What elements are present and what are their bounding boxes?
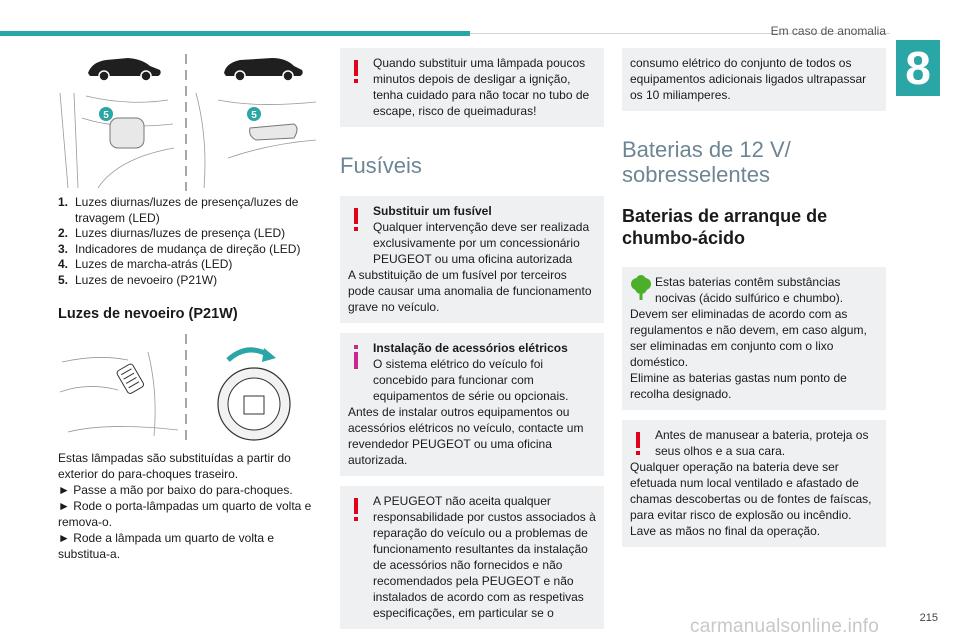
watermark: carmanualsonline.info xyxy=(690,616,880,637)
battery-warning-line-1: Antes de manusear a bateria, proteja os seus olhos e a sua cara. xyxy=(655,428,869,458)
battery-warning-line-2: Qualquer operação na bateria deve ser efetuada num local ventilado e afastado de chamas descobertas ou de fontes de faíscas, para evitar risco de explosão ou incêndio. xyxy=(630,460,872,522)
callout-5-right: 5 xyxy=(251,110,257,121)
column-2 xyxy=(340,48,604,639)
environment-line-1: Estas baterias contêm substâncias nocivas (ácido sulfúrico e chumbo). xyxy=(655,275,844,305)
info-icon xyxy=(350,343,362,371)
environment-line-2: Devem ser eliminadas de acordo com as regulamentos e não devem, em caso algum, ser eliminadas em conjunto com o lixo doméstico. xyxy=(630,307,867,369)
accessories-note xyxy=(340,333,604,476)
chapter-title: Em caso de anomalia xyxy=(770,24,886,38)
liability-note xyxy=(340,486,604,629)
liability-text: A PEUGEOT não aceita qualquer responsabilidade por custos associados à reparação do veículo ou a problemas de funcionamento resultantes da instalação de acessórios não fornecidos e não recomendados pela PEUGEOT e não instalados de acordo com as respetivas especificações, em particular se o xyxy=(373,494,596,620)
environment-line-3: Elimine as baterias gastas num ponto de recolha designado. xyxy=(630,371,847,401)
batteries-section-title: Baterias de 12 V/ sobresselentes xyxy=(622,137,791,187)
environment-note xyxy=(622,267,886,410)
battery-warning-note xyxy=(622,420,886,547)
lamp-list xyxy=(58,195,320,288)
rear-lights-illustration xyxy=(58,48,320,191)
accessories-title: Instalação de acessórios elétricos xyxy=(373,341,568,355)
fog-bulb-figure xyxy=(58,332,320,442)
fuse-replace-line-2: A substituição de um fusível por terceiros pode causar uma anomalia de funcionamento grave no veículo. xyxy=(348,268,592,314)
burn-warning-text: Quando substituir uma lâmpada poucos minutos depois de desligar a ignição, tenha cuidado para não tocar no tubo de escape, risco de queimaduras! xyxy=(373,56,590,118)
fuse-replace-title: Substituir um fusível xyxy=(373,204,492,218)
battery-warning-line-3: Lave as mãos no final da operação. xyxy=(630,524,821,538)
burn-warning-note xyxy=(340,48,604,127)
page-number: 215 xyxy=(919,612,938,624)
list-item: 1. Luzes diurnas/luzes de presença/luzes de travagem (LED) xyxy=(58,195,299,225)
warning-icon xyxy=(632,430,644,458)
column-1 xyxy=(58,48,320,562)
fuse-replace-line-1: Qualquer intervenção deve ser realizada exclusivamente por um concessionário PEUGEOT ou uma oficina autorizada xyxy=(373,220,590,266)
rear-fog-light-location-figure xyxy=(58,48,320,191)
fog-step-1: ► Passe a mão por baixo do para-choques. xyxy=(58,483,293,497)
liability-note-continued xyxy=(622,48,886,111)
fog-step-2: ► Rode o porta-lâmpadas um quarto de volta e remova-o. xyxy=(58,499,312,529)
accessories-line-2: Antes de instalar outros equipamentos ou acessórios elétricos no veículo, contacte um revendedor PEUGEOT ou uma oficina autorizada. xyxy=(348,405,584,467)
warning-icon xyxy=(350,58,362,86)
chapter-number-badge: 8 xyxy=(896,40,940,96)
fog-light-heading: Luzes de nevoeiro (P21W) xyxy=(58,306,238,322)
warning-icon xyxy=(350,206,362,234)
liability-continued-text: consumo elétrico do conjunto de todos os equipamentos adicionais ligados ultrapassar os 10 miliamperes. xyxy=(630,56,867,102)
bulb-holder-illustration xyxy=(58,332,320,442)
tree-icon xyxy=(630,275,652,301)
list-item: 2. Luzes diurnas/luzes de presença (LED) xyxy=(58,226,286,240)
accessories-line-1: O sistema elétrico do veículo foi concebido para funcionar com equipamentos de série ou opcionais. xyxy=(373,357,569,403)
warning-icon xyxy=(350,496,362,524)
list-item: 5. Luzes de nevoeiro (P21W) xyxy=(58,272,218,287)
callout-5-left: 5 xyxy=(103,110,109,121)
list-item: 4. Luzes de marcha-atrás (LED) xyxy=(58,257,233,271)
column-3 xyxy=(622,48,886,557)
lead-acid-heading: Baterias de arranque de chumbo-ácido xyxy=(622,206,828,248)
list-item: 3. Indicadores de mudança de direção (LED) xyxy=(58,241,301,256)
fog-intro-text: Estas lâmpadas são substituídas a partir do exterior do para-choques traseiro. xyxy=(58,451,291,481)
fuses-section-title: Fusíveis xyxy=(340,153,422,178)
header-accent-bar xyxy=(0,31,470,36)
fuse-replace-note xyxy=(340,196,604,323)
fog-step-3: ► Rode a lâmpada um quarto de volta e substitua-a. xyxy=(58,531,275,561)
